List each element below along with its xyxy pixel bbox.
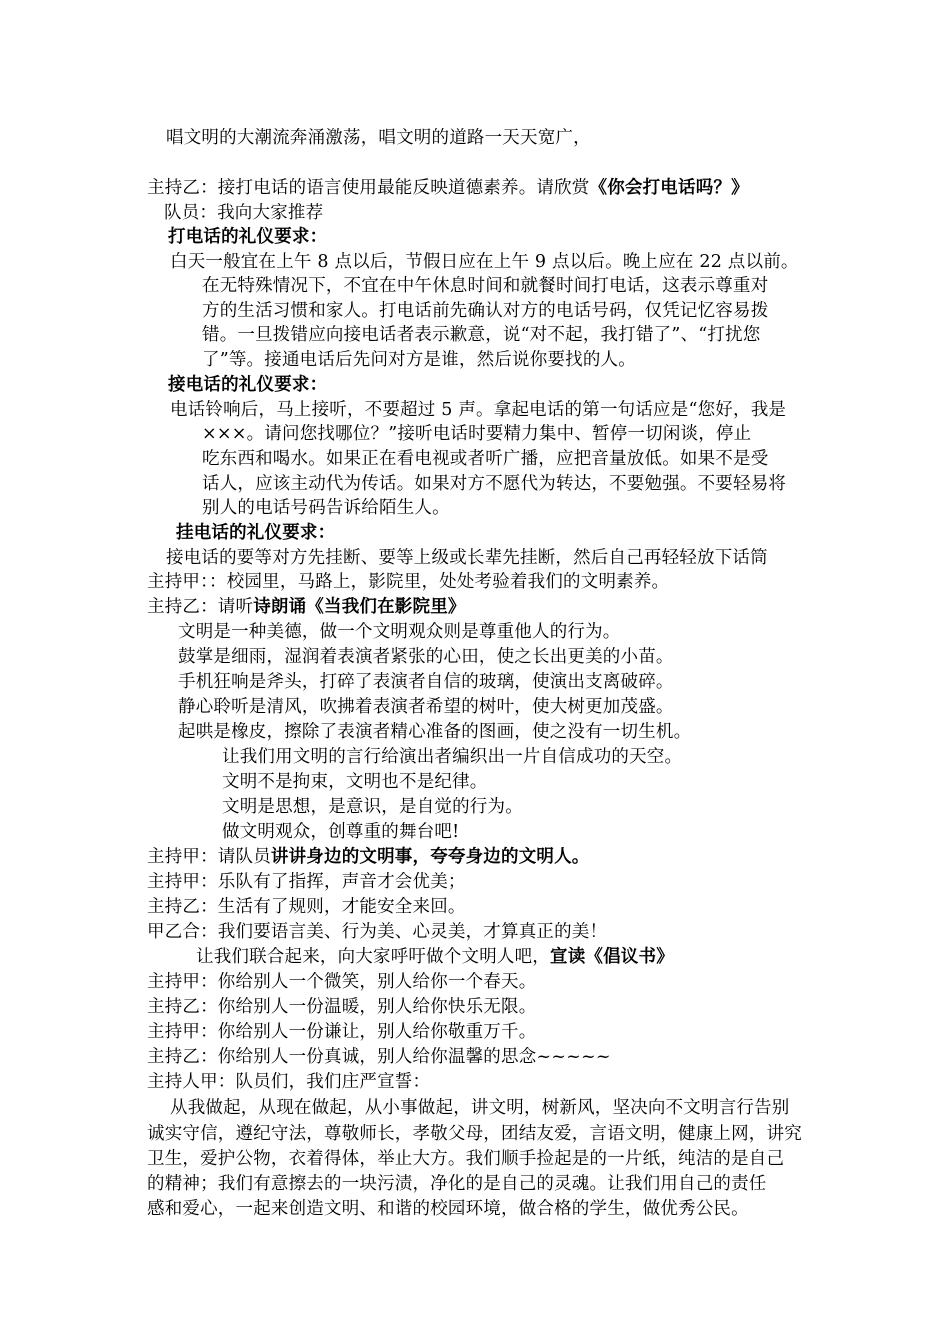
program-title: 讲讲身边的文明事，夸夸身边的文明人。 bbox=[270, 847, 590, 867]
program-title: 诗朗诵《当我们在影院里》 bbox=[253, 597, 466, 617]
poem-line: 鼓掌是细雨，湿润着表演者紧张的心田，使之长出更美的小苗。 bbox=[178, 647, 674, 667]
text-line: 主持甲：：校园里，马路上，影院里，处处考验着我们的文明素养。 bbox=[147, 572, 670, 592]
poem-line: 文明是一种美德，做一个文明观众则是尊重他人的行为。 bbox=[178, 622, 621, 642]
text-line: 主持乙：生活有了规则，才能安全来回。 bbox=[147, 897, 466, 917]
text-line: 白天一般宜在上午 8 点以后，节假日应在上午 9 点以后。晚上应在 22 点以前。 bbox=[170, 252, 799, 272]
poem-line: 文明不是拘束，文明也不是纪律。 bbox=[222, 772, 488, 792]
text-line: 主持甲：你给别人一个微笑，别人给你一个春天。 bbox=[147, 972, 537, 992]
text-line: 别人的电话号码告诉给陌生人。 bbox=[202, 498, 450, 518]
poem-line: 手机狂响是斧头，打碎了表演者自信的玻璃，使演出支离破碎。 bbox=[178, 672, 674, 692]
text-line: 甲乙合：我们要语言美、行为美、心灵美，才算真正的美！ bbox=[147, 922, 608, 942]
text-line: 错。一旦拨错应向接电话者表示歉意，说“对不起，我打错了”、“打扰您 bbox=[202, 325, 761, 345]
text-line bbox=[147, 595, 466, 619]
pledge-line: 感和爱心，一起来创造文明、和谐的校园环境，做合格的学生，做优秀公民。 bbox=[147, 1199, 749, 1219]
speaker-line: 主持乙：请听 bbox=[147, 597, 254, 617]
poem-line: 静心聆听是清风，吹拂着表演者希望的树叶，使大树更加茂盛。 bbox=[178, 697, 674, 717]
text-line: 电话铃响后，马上接听，不要超过 5 声。拿起电话的第一句话应是“您好，我是 bbox=[170, 400, 787, 420]
text-line: 接电话的要等对方先挂断、要等上级或长辈先挂断，然后自己再轻轻放下话筒 bbox=[166, 548, 768, 568]
section-heading: 挂电话的礼仪要求： bbox=[176, 523, 336, 543]
text-line: 话人，应该主动代为传话。如果对方不愿代为转达，不要勉强。不要轻易将 bbox=[202, 474, 787, 494]
text-line: 了”等。接通电话后先问对方是谁，然后说你要找的人。 bbox=[202, 350, 636, 370]
text-line: 主持人甲：队员们，我们庄严宣誓： bbox=[147, 1072, 431, 1092]
speaker-line: 让我们联合起来，向大家呼吁做个文明人吧， bbox=[196, 947, 550, 967]
text-line: 唱文明的大潮流奔涌激荡，唱文明的道路一天天宽广， bbox=[166, 128, 591, 148]
text-line: 队员：我向大家推荐 bbox=[164, 203, 324, 223]
text-line: 方的生活习惯和家人。打电话前先确认对方的电话号码，仅凭记忆容易拨 bbox=[202, 301, 769, 321]
text-line: 主持乙：你给别人一份温暖，别人给你快乐无限。 bbox=[147, 997, 537, 1017]
text-line: 吃东西和喝水。如果正在看电视或者听广播，应把音量放低。如果不是受 bbox=[202, 449, 769, 469]
text-line: 主持甲：乐队有了指挥，声音才会优美； bbox=[147, 872, 466, 892]
section-heading: 打电话的礼仪要求： bbox=[168, 227, 328, 247]
poem-line: 文明是思想，是意识，是自觉的行为。 bbox=[222, 797, 523, 817]
text-line bbox=[147, 845, 590, 869]
pledge-line: 卫生，爱护公物，衣着得体，举止大方。我们顺手捡起是的一片纸，纯洁的是自己 bbox=[147, 1149, 785, 1169]
poem-line: 起哄是橡皮，擦除了表演者精心准备的图画，使之没有一切生机。 bbox=[178, 722, 692, 742]
pledge-line: 的精神；我们有意擦去的一块污渍，净化的是自己的灵魂。让我们用自己的责任 bbox=[147, 1174, 767, 1194]
program-title: 宣读《倡议书》 bbox=[550, 947, 674, 967]
section-heading: 接电话的礼仪要求： bbox=[168, 375, 328, 395]
text-line: 主持乙：你给别人一份真诚，别人给你温馨的思念~~~~~ bbox=[147, 1047, 611, 1067]
text-line bbox=[196, 945, 674, 969]
speaker-line: 主持甲：请队员 bbox=[147, 847, 271, 867]
text-line: ×××。请问您找哪位？”接听电话时要精力集中、暂停一切闲谈，停止 bbox=[202, 424, 752, 444]
program-title: 《你会打电话吗？》 bbox=[589, 178, 749, 198]
text-line bbox=[147, 176, 749, 200]
pledge-line: 诚实守信，遵纪守法，尊敬师长，孝敬父母，团结友爱，言语文明，健康上网，讲究 bbox=[147, 1124, 802, 1144]
poem-line: 让我们用文明的言行给演出者编织出一片自信成功的天空。 bbox=[222, 747, 683, 767]
pledge-line: 从我做起，从现在做起，从小事做起，讲文明，树新风，坚决向不文明言行告别 bbox=[170, 1098, 790, 1118]
poem-line: 做文明观众，创尊重的舞台吧! bbox=[222, 822, 460, 842]
speaker-line: 主持乙：接打电话的语言使用最能反映道德素养。请欣赏 bbox=[147, 178, 590, 198]
text-line: 在无特殊情况下，不宜在中午休息时间和就餐时间打电话，这表示尊重对 bbox=[202, 276, 769, 296]
text-line: 主持甲：你给别人一份谦让，别人给你敬重万千。 bbox=[147, 1022, 537, 1042]
